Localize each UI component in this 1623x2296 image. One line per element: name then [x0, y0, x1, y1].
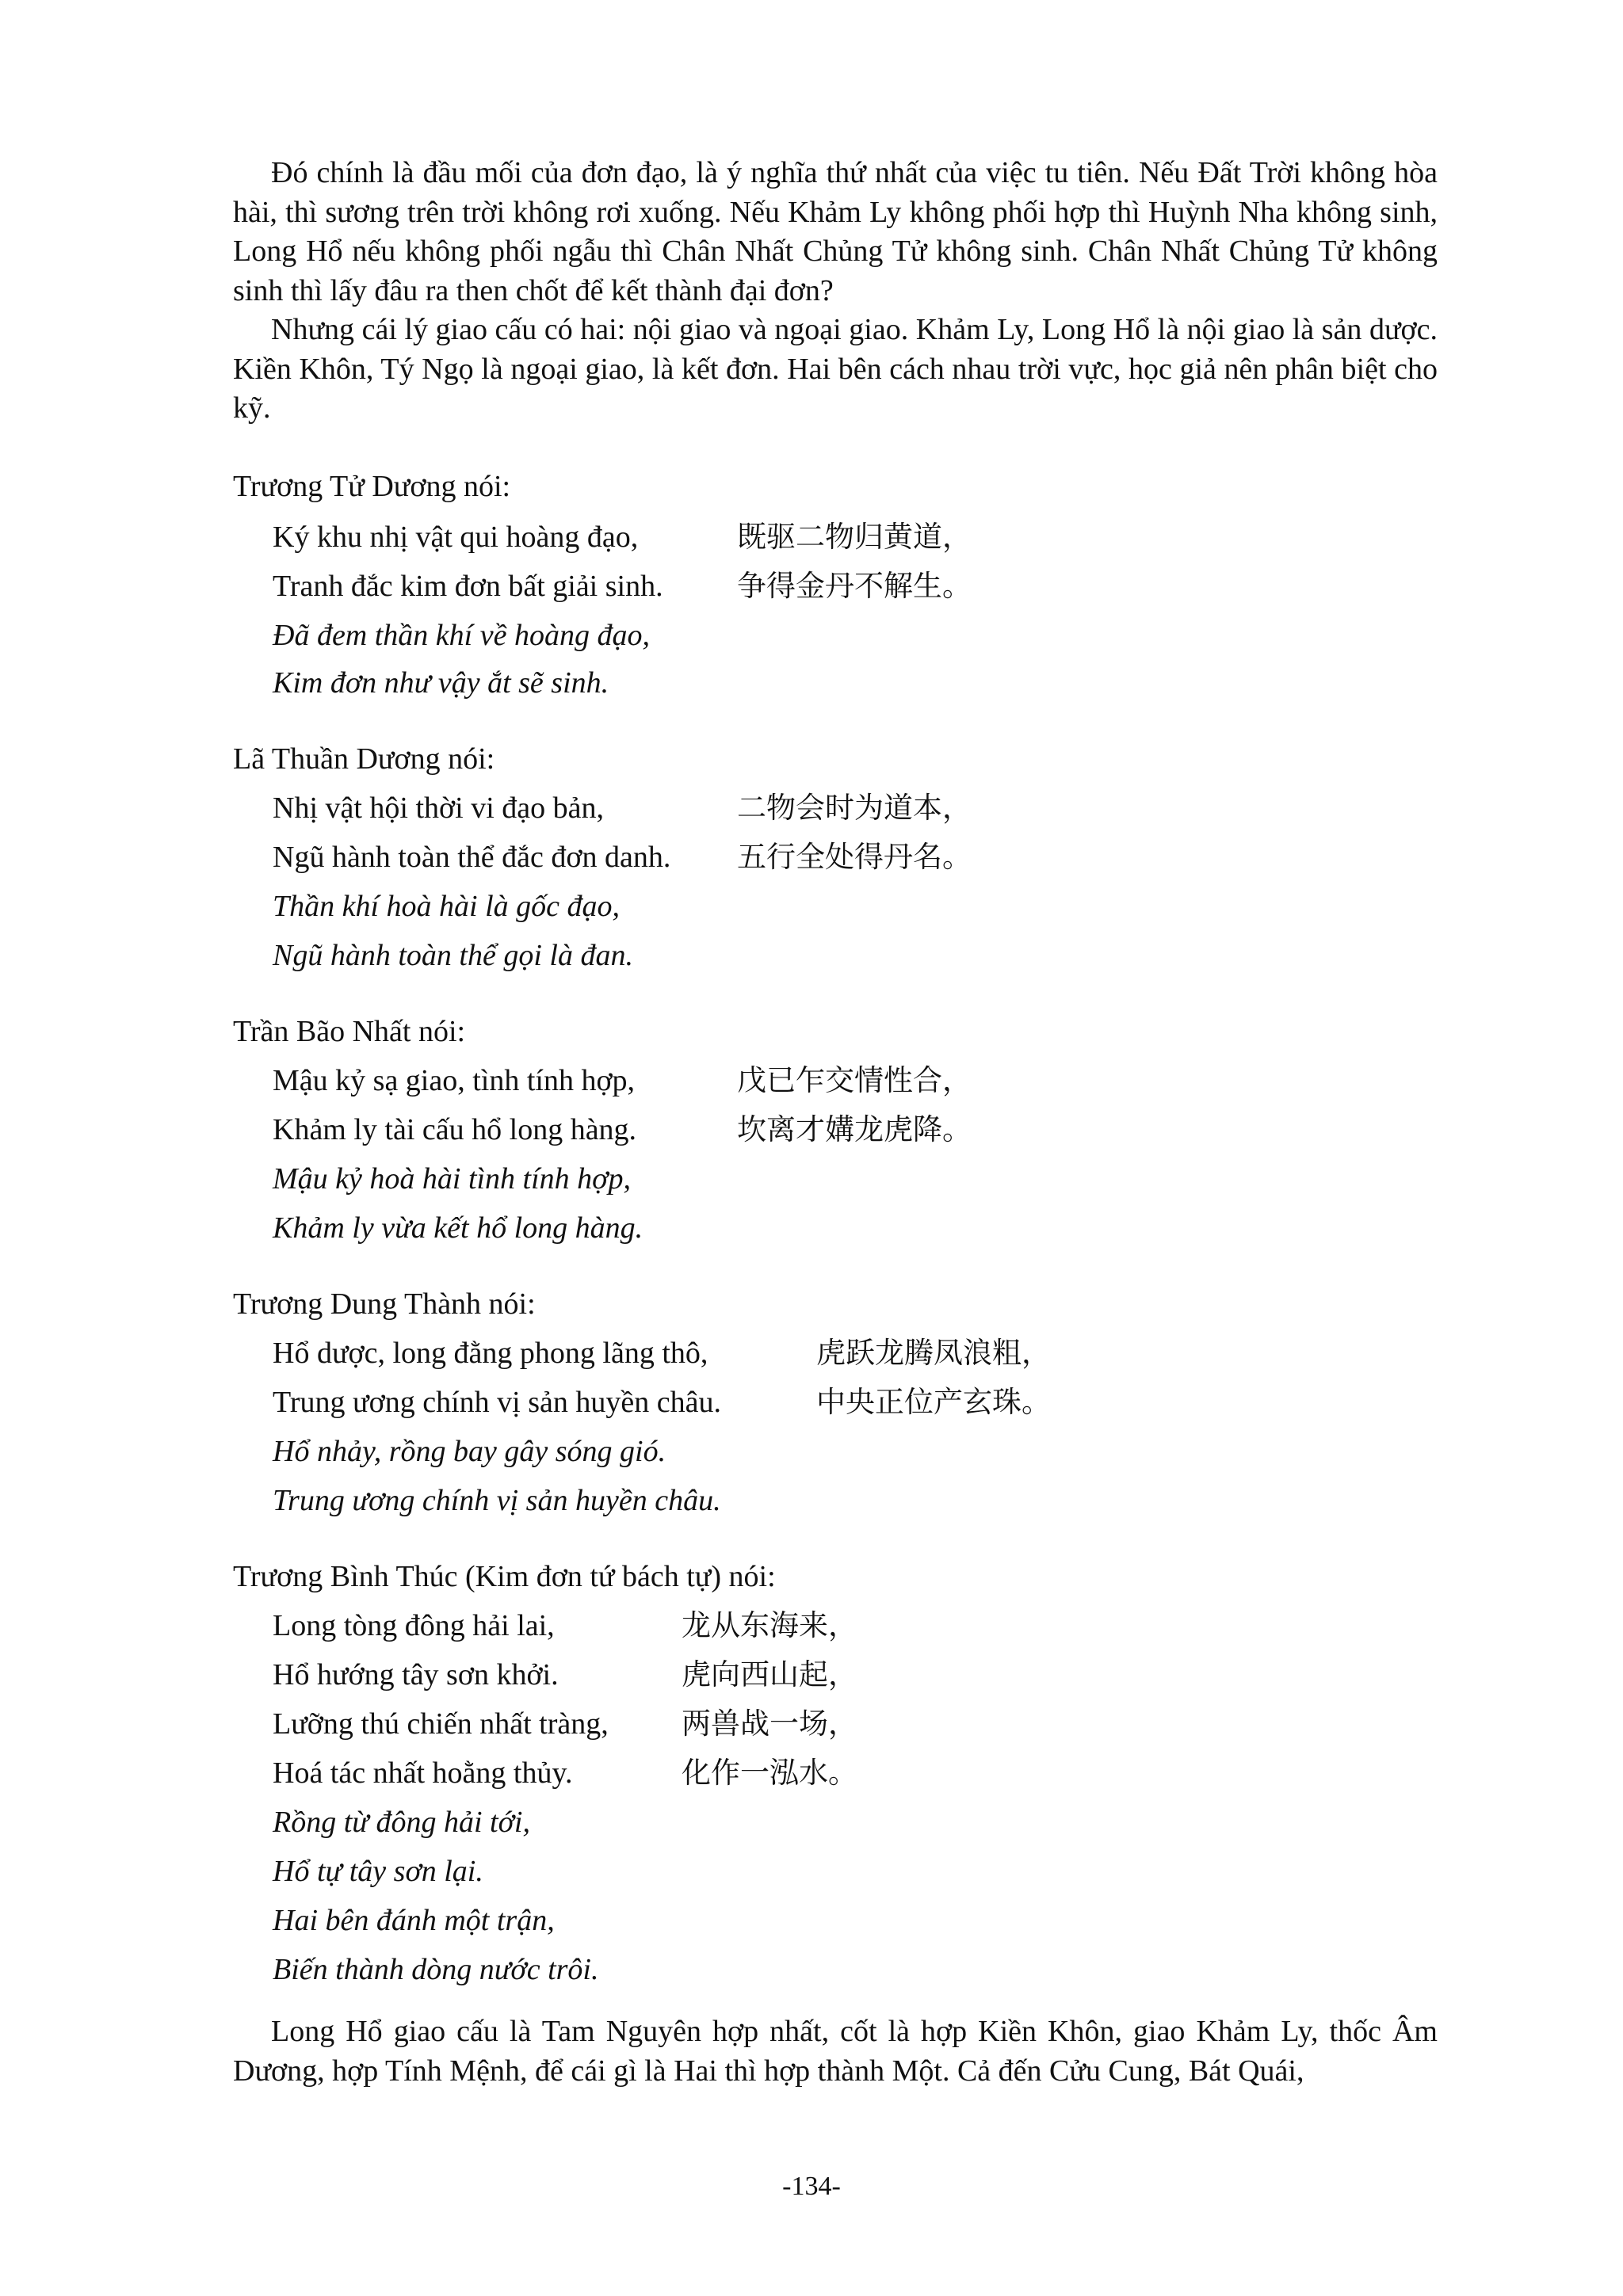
- quote-intro: Trương Dung Thành nói:: [233, 1287, 536, 1321]
- verse-line: Mậu kỷ sạ giao, tình tính hợp,: [273, 1064, 636, 1097]
- quote-intro: Trần Bão Nhất nói:: [233, 1015, 466, 1048]
- paragraph-2: [233, 311, 1438, 429]
- verse-line: Khảm ly tài cấu hổ long hàng.: [273, 1113, 637, 1146]
- verse-han: 争得金丹不解生。: [737, 569, 972, 603]
- translation-line: Đã đem thần khí về hoàng đạo,: [273, 619, 650, 652]
- verse-han: 两兽战一场，: [682, 1707, 857, 1741]
- verse-han: 戊已乍交情性合，: [737, 1063, 972, 1097]
- verse-line: Ngũ hành toàn thể đắc đơn danh.: [273, 841, 671, 874]
- verse-han: 既驱二物归黄道，: [737, 520, 972, 554]
- verse-line: Ký khu nhị vật qui hoàng đạo,: [273, 521, 639, 554]
- verse-line: Hổ dược, long đằng phong lãng thô,: [273, 1337, 708, 1370]
- verse-line: Long tòng đông hải lai,: [273, 1609, 555, 1642]
- verse-line: Trung ương chính vị sản huyền châu.: [273, 1386, 721, 1419]
- verse-line: Hổ hướng tây sơn khởi.: [273, 1658, 559, 1691]
- translation-line: Thần khí hoà hài là gốc đạo,: [273, 890, 621, 923]
- translation-line: Hổ tự tây sơn lại.: [273, 1855, 483, 1888]
- quote-intro: Trương Tử Dương nói:: [233, 470, 511, 503]
- verse-han: 二物会时为道本，: [737, 791, 972, 825]
- verse-line: Hoá tác nhất hoằng thủy.: [273, 1756, 573, 1790]
- translation-line: Khảm ly vừa kết hổ long hàng.: [273, 1211, 643, 1245]
- paragraph-3-text: Long Hổ giao cấu là Tam Nguyên hợp nhất, cốt là hợp Kiền Khôn, giao Khảm Ly, thốc Âm Dương, hợp Tính Mệnh, để cái gì là Hai thì hợp thành Một. Cả đến Cửu Cung, Bát Quái,: [233, 2015, 1438, 2088]
- verse-line: Nhị vật hội thời vi đạo bản,: [273, 791, 604, 825]
- verse-han: 坎离才媾龙虎降。: [737, 1112, 972, 1146]
- verse-han: 中央正位产玄珠。: [816, 1385, 1051, 1419]
- quote-intro: Lã Thuần Dương nói:: [233, 742, 495, 776]
- translation-line: Trung ương chính vị sản huyền châu.: [273, 1484, 721, 1517]
- paragraph-1: [233, 154, 1438, 311]
- translation-line: Hổ nhảy, rồng bay gây sóng gió.: [273, 1435, 666, 1468]
- paragraph-2-text: Nhưng cái lý giao cấu có hai: nội giao và ngoại giao. Khảm Ly, Long Hổ là nội giao là sản dược. Kiền Khôn, Tý Ngọ là ngoại giao, là kết đơn. Hai bên cách nhau trời vực, học giả nên phân biệt cho kỹ.: [233, 313, 1438, 425]
- verse-han: 化作一泓水。: [682, 1756, 857, 1790]
- translation-line: Hai bên đánh một trận,: [273, 1904, 555, 1937]
- verse-han: 虎跃龙腾凤浪粗，: [816, 1336, 1051, 1370]
- translation-line: Biến thành dòng nước trôi.: [273, 1953, 599, 1986]
- translation-line: Mậu kỷ hoà hài tình tính hợp,: [273, 1162, 631, 1196]
- translation-line: Kim đơn như vậy ắt sẽ sinh.: [273, 666, 609, 700]
- translation-line: Rồng từ đông hải tới,: [273, 1806, 530, 1839]
- verse-line: Tranh đắc kim đơn bất giải sinh.: [273, 570, 663, 603]
- paragraph-1-text: Đó chính là đầu mối của đơn đạo, là ý nghĩa thứ nhất của việc tu tiên. Nếu Đất Trời không hòa hài, thì sương trên trời không rơi xuống. Nếu Khảm Ly không phối hợp thì Huỳnh Nha không sinh, Long Hổ nếu không phối ngẫu thì Chân Nhất Chủng Tử không sinh. Chân Nhất Chủng Tử không sinh thì lấy đâu ra then chốt để kết thành đại đơn?: [233, 156, 1438, 307]
- page-number: -134-: [782, 2172, 841, 2201]
- quote-intro: Trương Bình Thúc (Kim đơn tứ bách tự) nói:: [233, 1560, 776, 1593]
- verse-han: 龙从东海来，: [682, 1608, 857, 1642]
- verse-line: Lưỡng thú chiến nhất tràng,: [273, 1707, 609, 1741]
- verse-han: 五行全处得丹名。: [737, 840, 972, 874]
- verse-han: 虎向西山起，: [682, 1657, 857, 1691]
- paragraph-3: [233, 2012, 1438, 2091]
- translation-line: Ngũ hành toàn thể gọi là đan.: [273, 939, 633, 972]
